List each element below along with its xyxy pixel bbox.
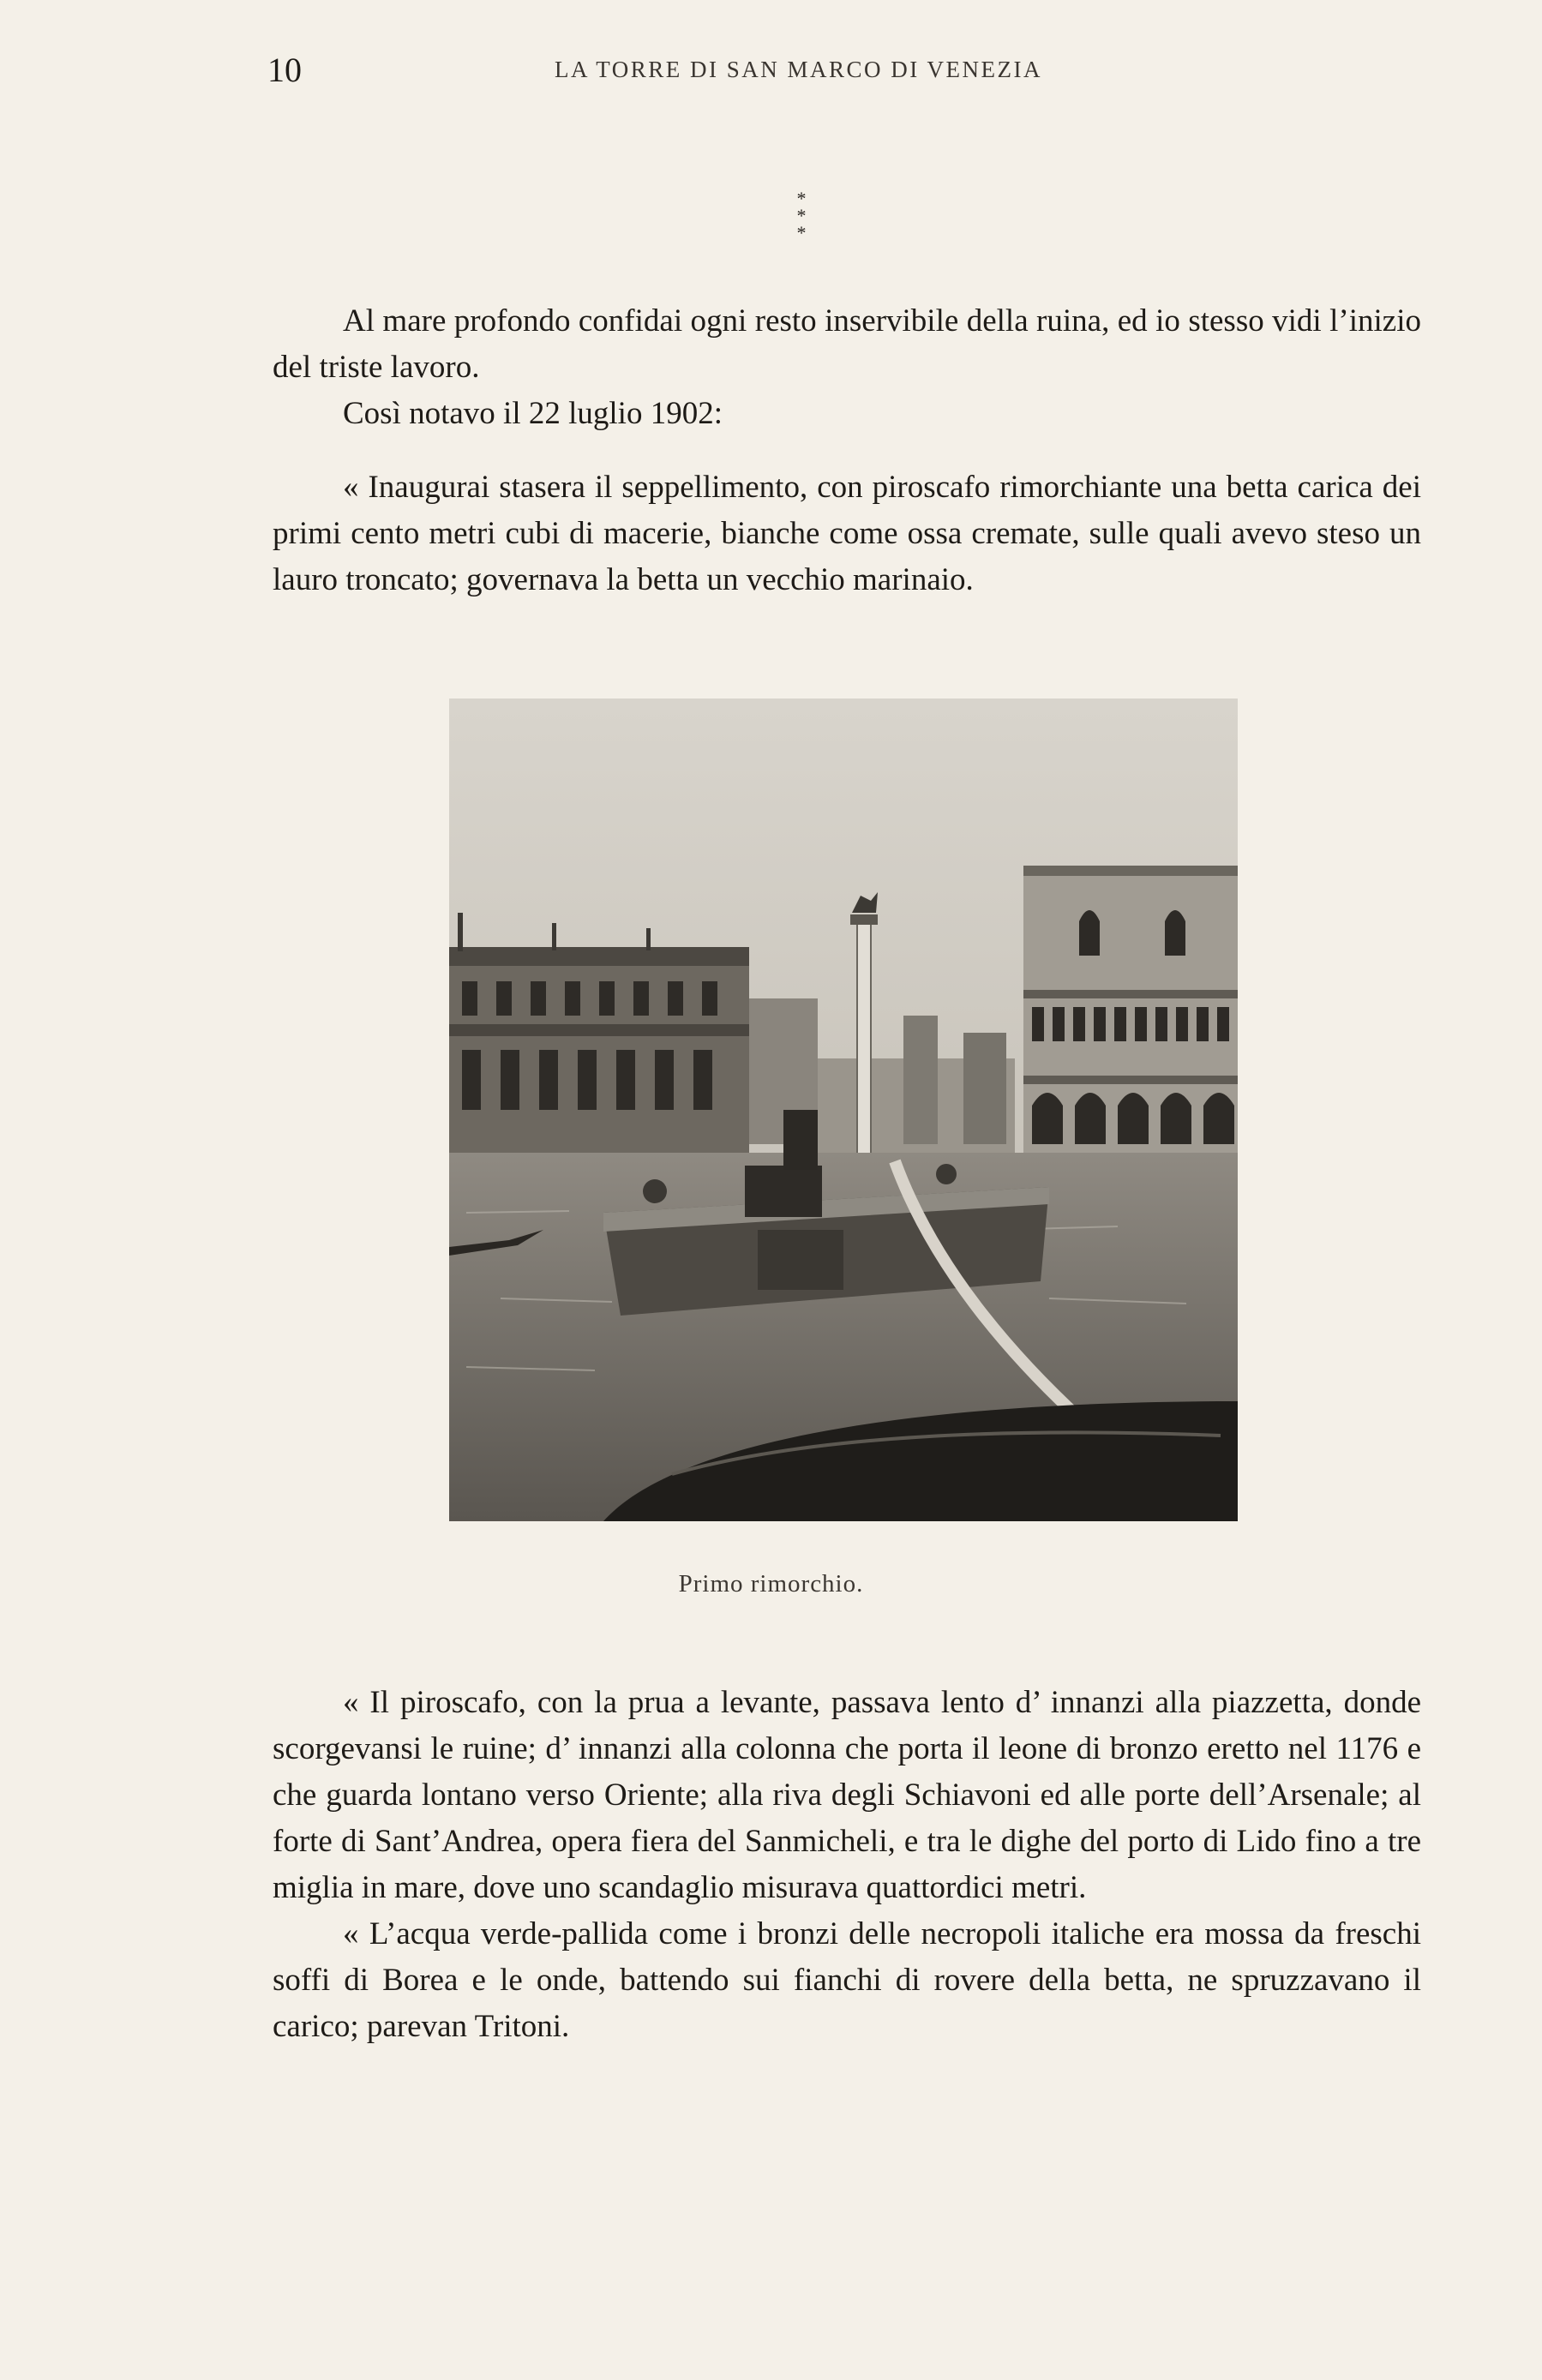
- paragraph-quote-2: « Il piroscafo, con la prua a levante, passava lento d’ innanzi alla piazzetta, donde scorgevansi le ruine; d’ innanzi alla colonna che porta il leone di bronzo eretto nel 1176 e che guarda lontano verso Oriente; alla riva degli Schiavoni ed alle porte dell’Arsenale; al forte di Sant’Andrea, opera fiera del Sanmicheli, e tra le dighe del porto di Lido fino a tre miglia in mare, dove uno scandaglio misurava quattordici metri.: [273, 1685, 1421, 1905]
- intro-text: [273, 298, 1421, 437]
- running-title: LA TORRE DI SAN MARCO DI VENEZIA: [555, 57, 1043, 82]
- asterism-bottom: * *: [796, 205, 825, 243]
- paragraph-intro: Al mare profondo confidai ogni resto inservibile della ruina, ed io stesso vidi l’inizio del triste lavoro.: [273, 303, 1421, 385]
- photo-figure: [449, 698, 1238, 1521]
- venice-tow-photograph: [449, 698, 1238, 1521]
- paragraph-quote-3: « L’acqua verde-pallida come i bronzi delle necropoli italiche era mossa da freschi soffi di Borea e le onde, battendo sui fianchi di rovere della betta, ne spruzzavano il carico; parevan Tritoni.: [273, 1916, 1421, 2044]
- right-building-palazzo-ducale: [1023, 866, 1238, 1161]
- running-head: [267, 50, 1439, 93]
- paragraph-date-line: Così notavo il 22 luglio 1902:: [343, 396, 723, 431]
- paragraph-quote-1: « Inaugurai stasera il seppellimento, con piroscafo rimorchiante una betta carica dei primi cento metri cubi di macerie, bianche come ossa cremate, sulle quali avevo steso un lauro troncato; governava la betta un vecchio marinaio.: [273, 470, 1421, 597]
- asterism-top: *: [796, 188, 807, 209]
- section-break-asterism: [754, 190, 849, 242]
- figure-caption: Primo rimorchio.: [678, 1570, 864, 1598]
- quoted-diary-bottom: [273, 1680, 1421, 2050]
- quoted-diary-top: [273, 465, 1421, 603]
- page-number: 10: [267, 51, 302, 89]
